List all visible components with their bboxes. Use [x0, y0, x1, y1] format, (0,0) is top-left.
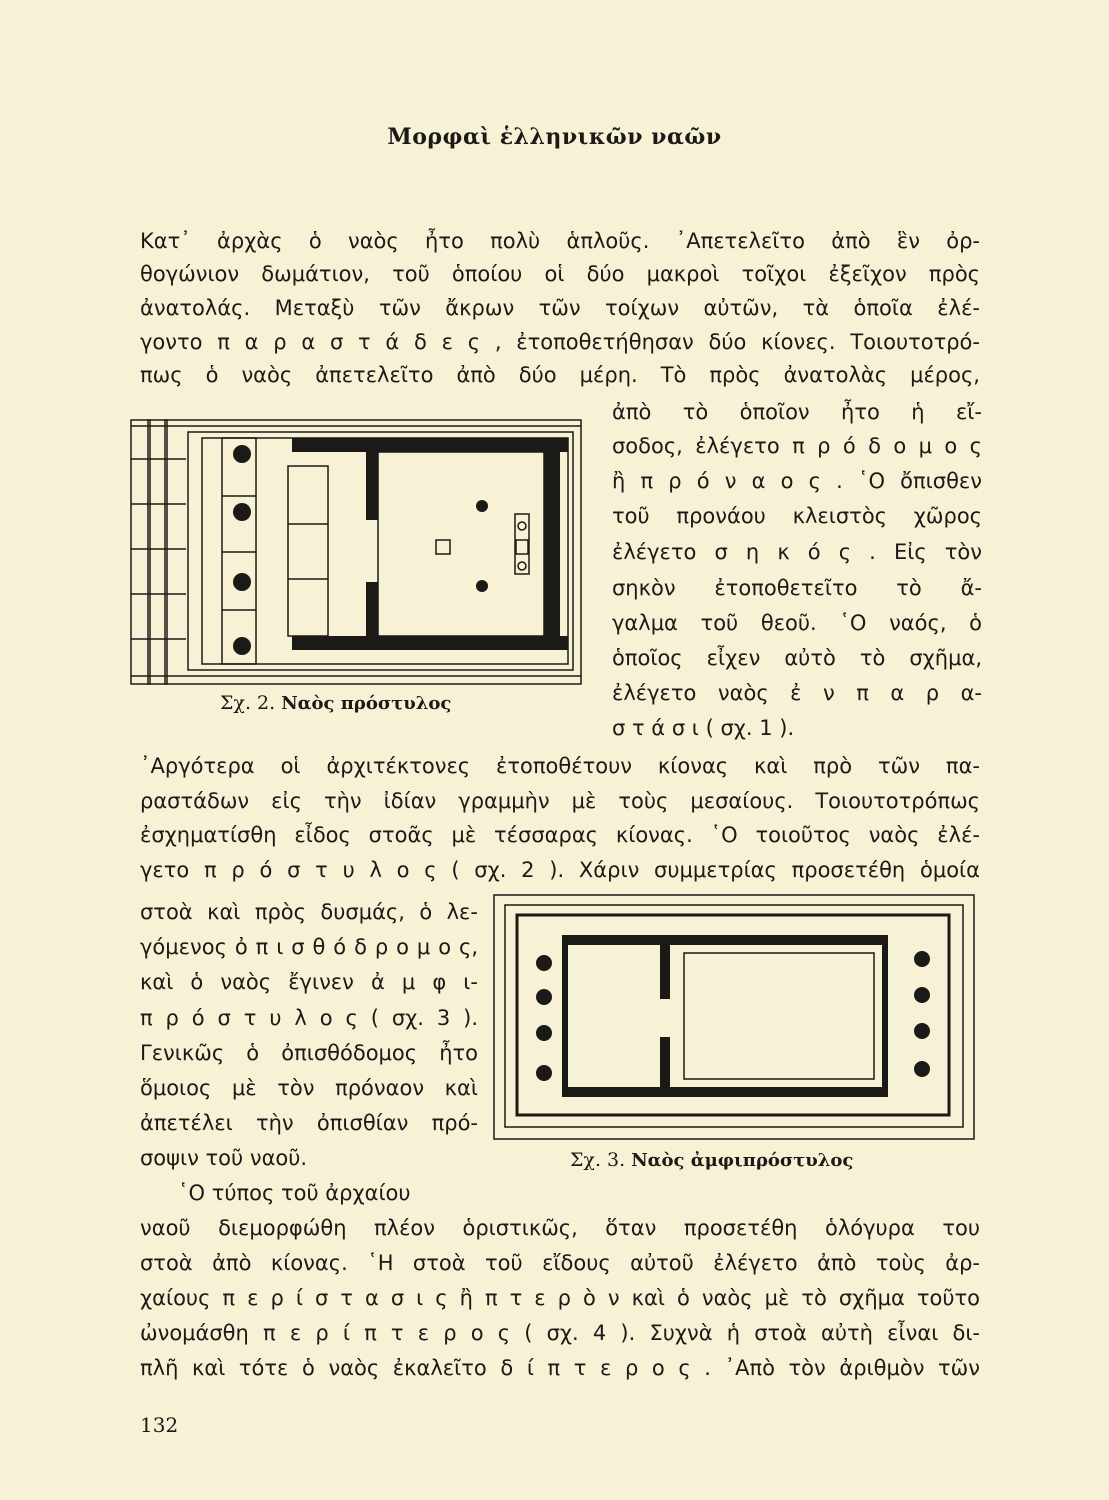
figure-3-title: Ναὸς ἀμφιπρόστυλος — [631, 1150, 854, 1171]
text-line: ἀνατολάς. Μεταξὺ τῶν ἄκρων τῶν τοίχων αὐτῶν, τὰ ὁποῖα ἐλέ- — [140, 296, 980, 320]
text-line: ἐσχηματίσθη εἶδος στοᾶς μὲ τέσσαρας κίονας. ῾Ο τοιοῦτος ναὸς ἐλέ- — [140, 823, 980, 847]
text-line: Κατ᾽ ἀρχὰς ὁ ναὸς ἦτο πολὺ ἁπλοῦς. ᾽Απετελεῖτο ἀπὸ ἓν ὀρ- — [140, 229, 980, 253]
text-line: σοδος, ἐλέγετο π ρ ό δ ο μ ο ς — [612, 434, 982, 458]
text-line: ἢ π ρ ό ν α ο ς . ῾Ο ὄπισθεν — [612, 469, 982, 493]
text-line: Γενικῶς ὁ ὀπισθόδομος ἦτο — [140, 1041, 478, 1065]
text-line: ἀπετέλει τὴν ὀπισθίαν πρό- — [140, 1111, 478, 1135]
text-line: καὶ ὁ ναὸς ἔγινεν ἀ μ φ ι- — [140, 970, 478, 994]
figure-3-number: Σχ. 3. — [570, 1149, 626, 1171]
figure-2-title: Ναὸς πρόστυλος — [281, 693, 452, 714]
figure-3-caption — [570, 1149, 853, 1171]
text-line: σοψιν τοῦ ναοῦ. — [140, 1146, 308, 1170]
page-number: 132 — [140, 1413, 179, 1437]
text-line: σ τ ά σ ι ( σχ. 1 ). — [612, 716, 795, 740]
text-line: ἐλέγετο σ η κ ό ς . Εἰς τὸν — [612, 540, 982, 564]
text-line: στοὰ ἀπὸ κίονας. ῾Η στοὰ τοῦ εἴδους αὐτοῦ ἐλέγετο ἀπὸ τοὺς ἀρ- — [140, 1251, 980, 1275]
text-line: ραστάδων εἰς τὴν ἰδίαν γραμμὴν μὲ τοὺς μεσαίους. Τοιουτοτρόπως — [140, 789, 980, 813]
text-line: τοῦ προνάου κλειστὸς χῶρος — [612, 504, 982, 528]
text-line: χαίους π ε ρ ί σ τ α σ ι ς ἢ π τ ε ρ ὸ ν καὶ ὁ ναὸς μὲ τὸ σχῆμα τοῦτο — [140, 1286, 980, 1310]
text-line: ὁποῖος εἶχεν αὐτὸ τὸ σχῆμα, — [612, 646, 982, 670]
text-line: πλῆ καὶ τότε ὁ ναὸς ἐκαλεῖτο δ ί π τ ε ρ ο ς . ᾽Απὸ τὸν ἀριθμὸν τῶν — [140, 1356, 980, 1380]
text-line: πως ὁ ναὸς ἀπετελεῖτο ἀπὸ δύο μέρη. Τὸ πρὸς ἀνατολὰς μέρος, — [140, 363, 980, 387]
text-line: ἀπὸ τὸ ὁποῖον ἦτο ἡ εἴ- — [612, 400, 982, 424]
text-line: ναοῦ διεμορφώθη πλέον ὁριστικῶς, ὅταν προσετέθη ὁλόγυρα του — [140, 1216, 980, 1240]
text-line: ᾽Αργότερα οἱ ἀρχιτέκτονες ἐτοποθέτουν κίονας καὶ πρὸ τῶν πα- — [140, 754, 980, 778]
text-line: ὅμοιος μὲ τὸν πρόναον καὶ — [140, 1076, 478, 1100]
figure-3-plan — [492, 893, 977, 1143]
text-line: π ρ ό σ τ υ λ ο ς ( σχ. 3 ). — [140, 1006, 478, 1030]
page-title: Μορφαὶ ἑλληνικῶν ναῶν — [387, 124, 722, 150]
text-line: ἐλέγετο ναὸς ἐ ν π α ρ α- — [612, 681, 982, 705]
text-line: ὠνομάσθη π ε ρ ί π τ ε ρ ο ς ( σχ. 4 ). Συχνὰ ἡ στοὰ αὐτὴ εἶναι δι- — [140, 1321, 980, 1345]
text-line: γοντο π α ρ α σ τ ά δ ε ς , ἐτοποθετήθησαν δύο κίονες. Τοιουτοτρό- — [140, 330, 980, 354]
text-line: γαλμα τοῦ θεοῦ. ῾Ο ναός, ὁ — [612, 611, 982, 635]
text-line: γετο π ρ ό σ τ υ λ ο ς ( σχ. 2 ). Χάριν συμμετρίας προσετέθη ὁμοία — [140, 858, 980, 882]
text-line: σηκὸν ἐτοποθετεῖτο τὸ ἄ- — [612, 576, 982, 600]
figure-2-plan — [130, 414, 585, 686]
figure-2-number: Σχ. 2. — [220, 692, 276, 714]
text-line: γόμενος ὀ π ι σ θ ό δ ρ ο μ ο ς, — [140, 935, 478, 959]
text-line: ῾Ο τύπος τοῦ ἀρχαίου — [178, 1181, 411, 1205]
text-line: θογώνιον δωμάτιον, τοῦ ὁποίου οἱ δύο μακροὶ τοῖχοι ἐξεῖχον πρὸς — [140, 262, 980, 286]
figure-2-caption — [220, 692, 451, 714]
text-line: στοὰ καὶ πρὸς δυσμάς, ὁ λε- — [140, 900, 478, 924]
